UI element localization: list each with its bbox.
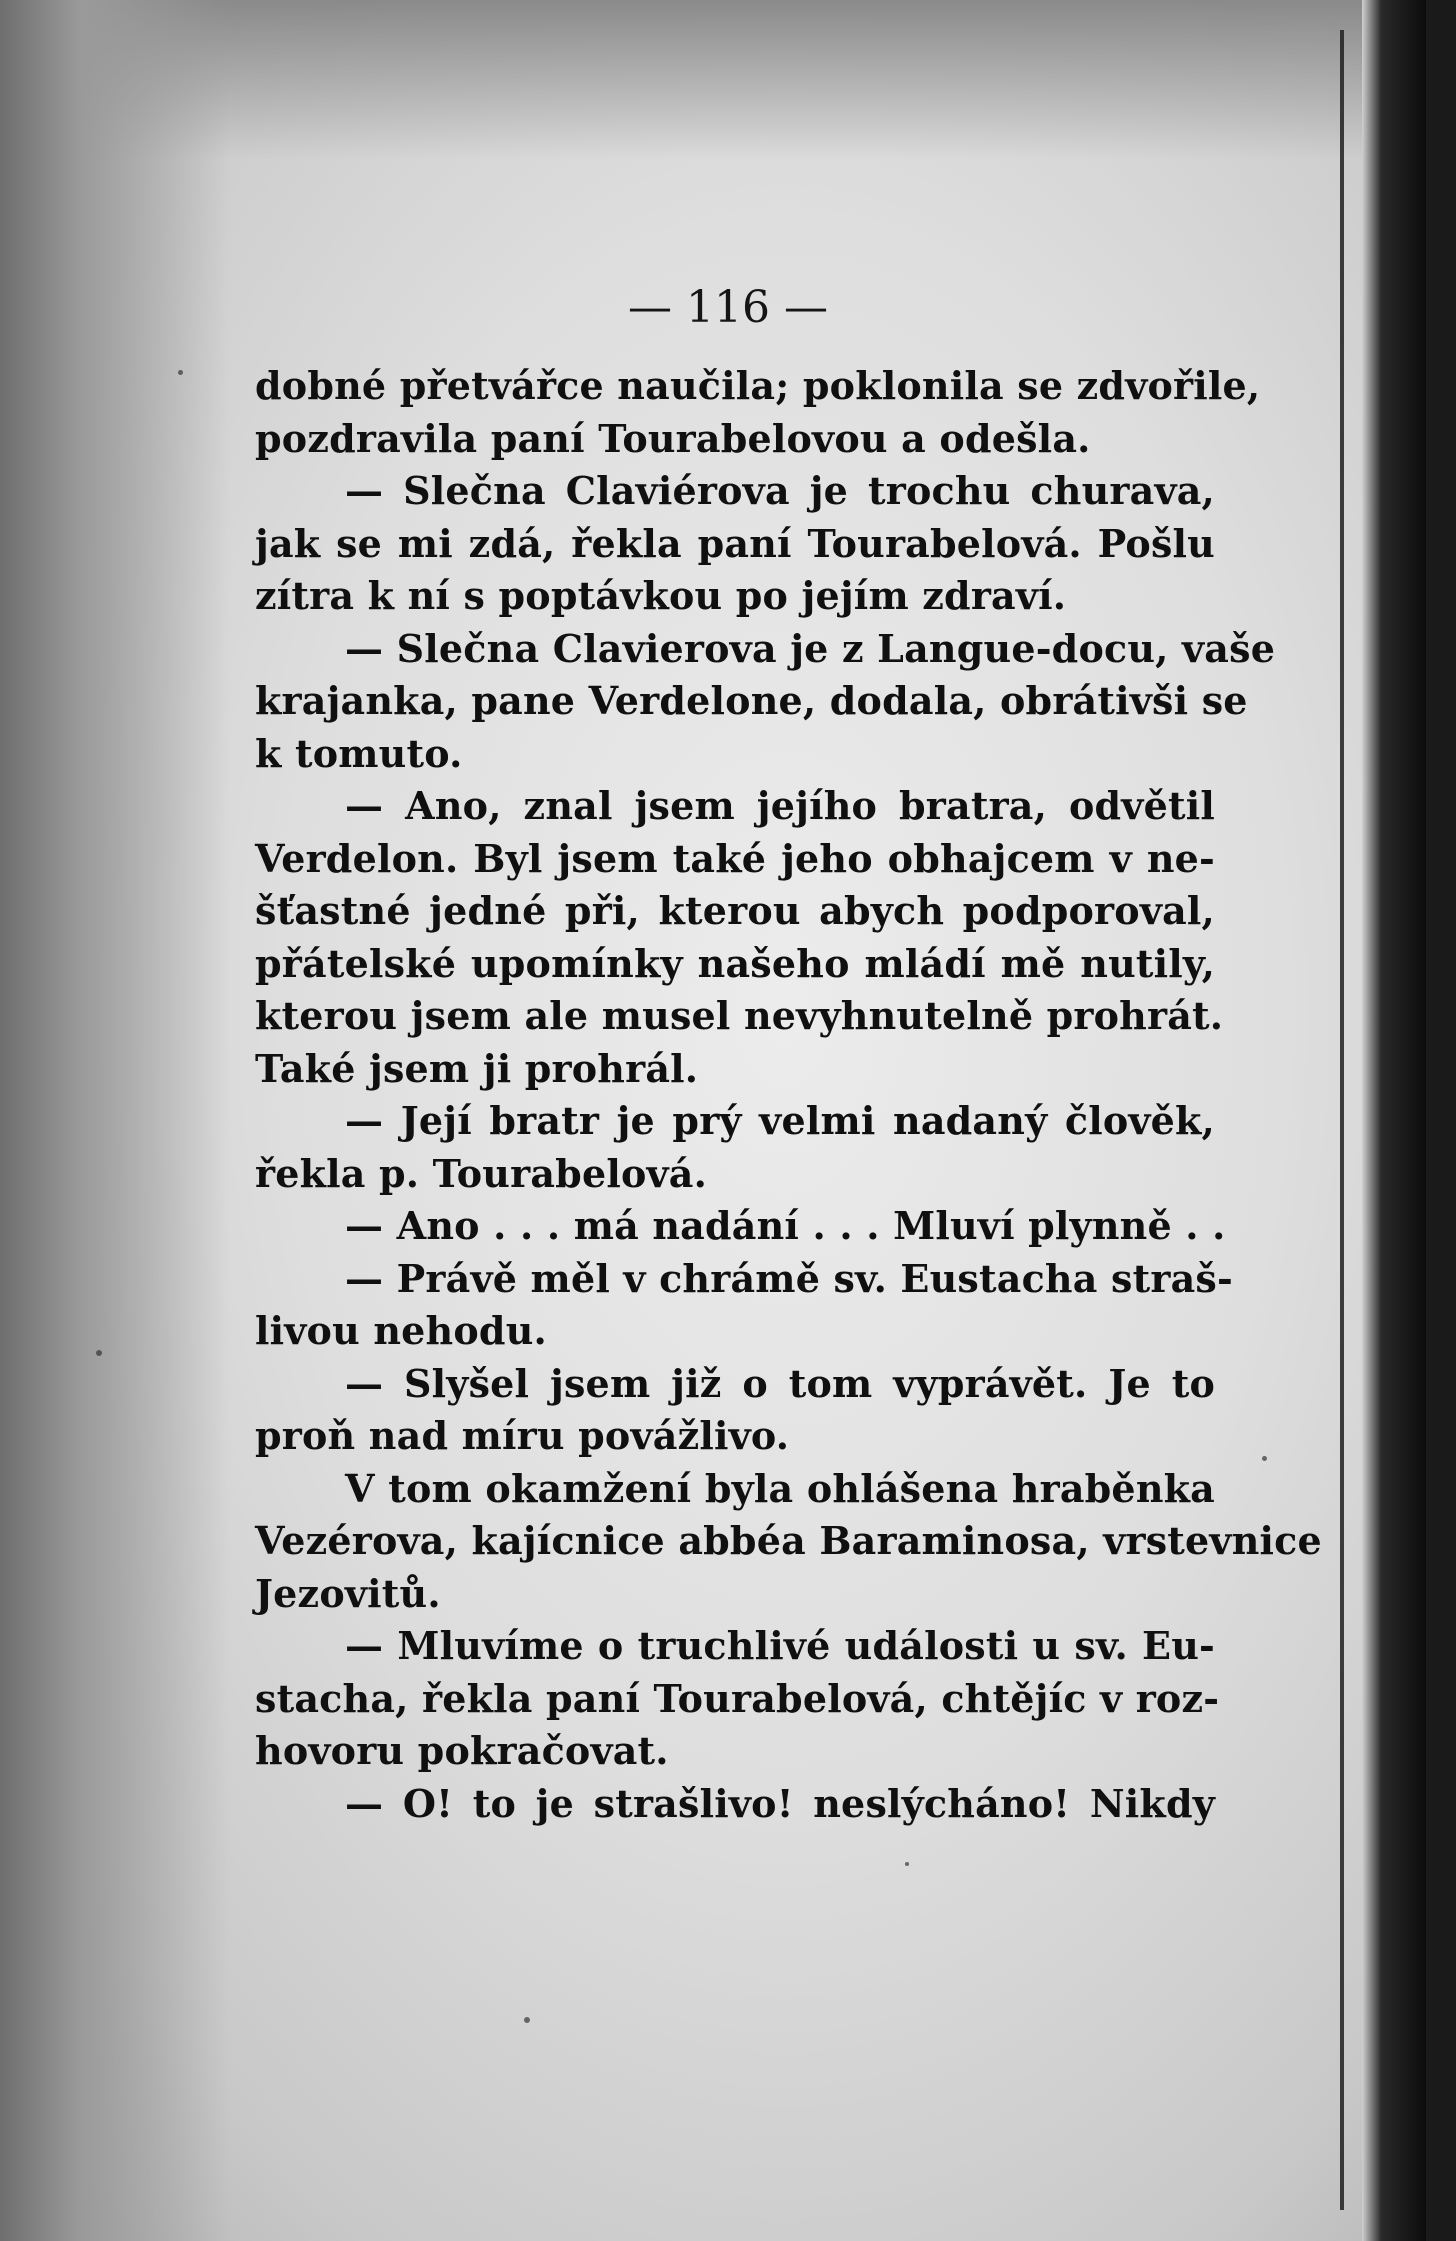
text-line: stacha, řekla paní Tourabelová, chtějíc v roz- (255, 1675, 1220, 1721)
text-line: jak se mi zdá, řekla paní Tourabelová. Pošlu (255, 520, 1215, 566)
text-line: pozdravila paní Tourabelovou a odešla. (255, 415, 1091, 461)
text-line: Také jsem ji prohrál. (255, 1045, 699, 1091)
text-line: Vezérova, kajícnice abbéa Baraminosa, vrstevnice (255, 1518, 1322, 1563)
speck (178, 370, 183, 375)
speck (524, 2017, 530, 2023)
text-line: — Slyšel jsem již o tom vyprávět. Je to (345, 1360, 1215, 1406)
text-line: krajanka, pane Verdelone, dodala, obrátivši se (255, 678, 1248, 723)
binding-line (1340, 30, 1344, 2210)
text-line: Jezovitů. (255, 1570, 441, 1616)
text-line: — Slečna Clavierova je z Langue-docu, vaše (345, 625, 1276, 671)
text-line: řekla p. Tourabelová. (255, 1150, 708, 1196)
text-line: šťastné jedné při, kterou abych podporoval, (255, 888, 1215, 933)
text-line: V tom okamžení byla ohlášena hraběnka (345, 1465, 1215, 1511)
text-line: — Mluvíme o truchlivé události u sv. Eu- (345, 1623, 1215, 1668)
text-line: hovoru pokračovat. (255, 1728, 669, 1773)
text-line: — Právě měl v chrámě sv. Eustacha straš- (345, 1255, 1233, 1301)
text-line: — O! to je strašlivo! neslýcháno! Nikdy (345, 1780, 1215, 1826)
speck (1262, 1456, 1267, 1461)
text-line: livou nehodu. (255, 1308, 547, 1353)
text-line: — Ano . . . má nadání . . . Mluví plynně . . (345, 1203, 1226, 1248)
page-number: — 116 — (628, 282, 828, 333)
text-line: Verdelon. Byl jsem také jeho obhajcem v ne- (255, 835, 1215, 881)
text-line: přátelské upomínky našeho mládí mě nutily, (255, 940, 1215, 986)
text-line: zítra k ní s poptávkou po jejím zdraví. (255, 573, 1067, 618)
text-line: — Slečna Claviérova je trochu churava, (345, 468, 1215, 513)
text-line: proň nad míru povážlivo. (255, 1413, 790, 1458)
text-line: — Její bratr je prý velmi nadaný člověk, (345, 1098, 1215, 1143)
text-line: — Ano, znal jsem jejího bratra, odvětil (345, 783, 1215, 828)
binding-gutter (1362, 0, 1426, 2241)
speck (96, 1350, 102, 1356)
text-line: kterou jsem ale musel nevyhnutelně prohrát. (255, 993, 1224, 1038)
speck (905, 1862, 909, 1866)
page-body-text (255, 360, 1322, 1830)
text-line: dobné přetvářce naučila; poklonila se zdvořile, (255, 363, 1261, 408)
left-edge-shadow (0, 0, 230, 2241)
text-line: k tomuto. (255, 730, 463, 776)
